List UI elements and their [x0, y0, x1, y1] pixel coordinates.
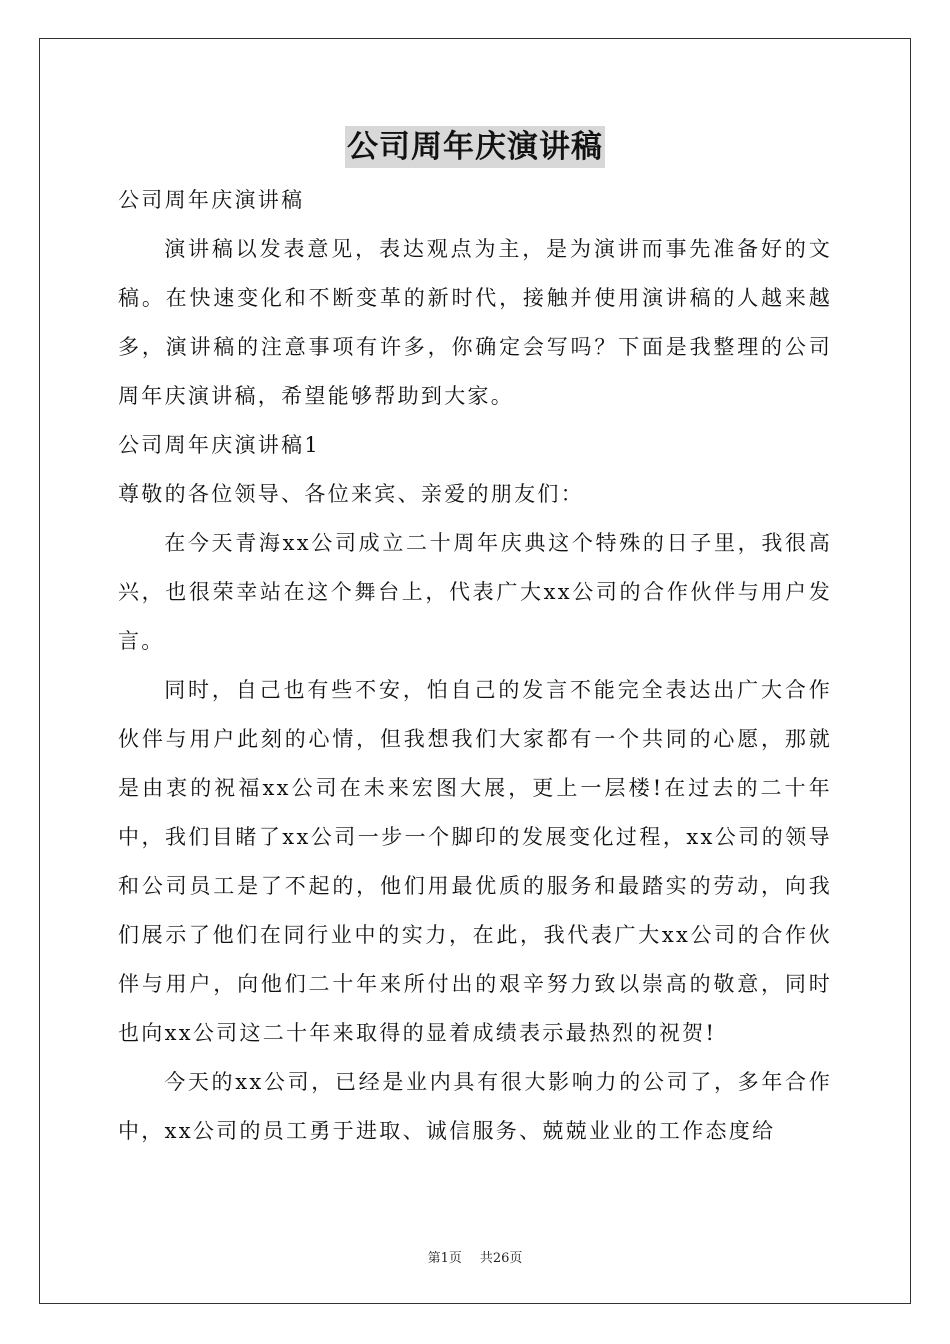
- paragraph: 在今天青海xx公司成立二十周年庆典这个特殊的日子里，我很高兴，也很荣幸站在这个舞台上，代表广大xx公司的合作伙伴与用户发言。: [118, 531, 832, 653]
- page-total: 共26页: [479, 1251, 523, 1266]
- page-number: 第1页: [427, 1251, 462, 1266]
- paragraph: 公司周年庆演讲稿: [118, 188, 305, 212]
- title-container: [0, 126, 950, 168]
- paragraph: 公司周年庆演讲稿1: [118, 433, 321, 457]
- paragraph: 尊敬的各位领导、各位来宾、亲爱的朋友们：: [118, 482, 584, 506]
- page-footer: [0, 1247, 950, 1266]
- document-body: [118, 176, 832, 1156]
- document-title: 公司周年庆演讲稿: [345, 126, 605, 168]
- paragraph: 演讲稿以发表意见，表达观点为主，是为演讲而事先准备好的文稿。在快速变化和不断变革的新时代，接触并使用演讲稿的人越来越多，演讲稿的注意事项有许多，你确定会写吗？下面是我整理的公司周年庆演讲稿，希望能够帮助到大家。: [118, 237, 832, 408]
- paragraph: 同时，自己也有些不安，怕自己的发言不能完全表达出广大合作伙伴与用户此刻的心情，但我想我们大家都有一个共同的心愿，那就是由衷的祝福xx公司在未来宏图大展，更上一层楼!在过去的二十年中，我们目睹了xx公司一步一个脚印的发展变化过程，xx公司的领导和公司员工是了不起的，他们用最优质的服务和最踏实的劳动，向我们展示了他们在同行业中的实力，在此，我代表广大xx公司的合作伙伴与用户，向他们二十年来所付出的艰辛努力致以崇高的敬意，同时也向xx公司这二十年来取得的显着成绩表示最热烈的祝贺!: [118, 678, 832, 1045]
- paragraph: 今天的xx公司，已经是业内具有很大影响力的公司了，多年合作中，xx公司的员工勇于进取、诚信服务、兢兢业业的工作态度给: [118, 1070, 832, 1143]
